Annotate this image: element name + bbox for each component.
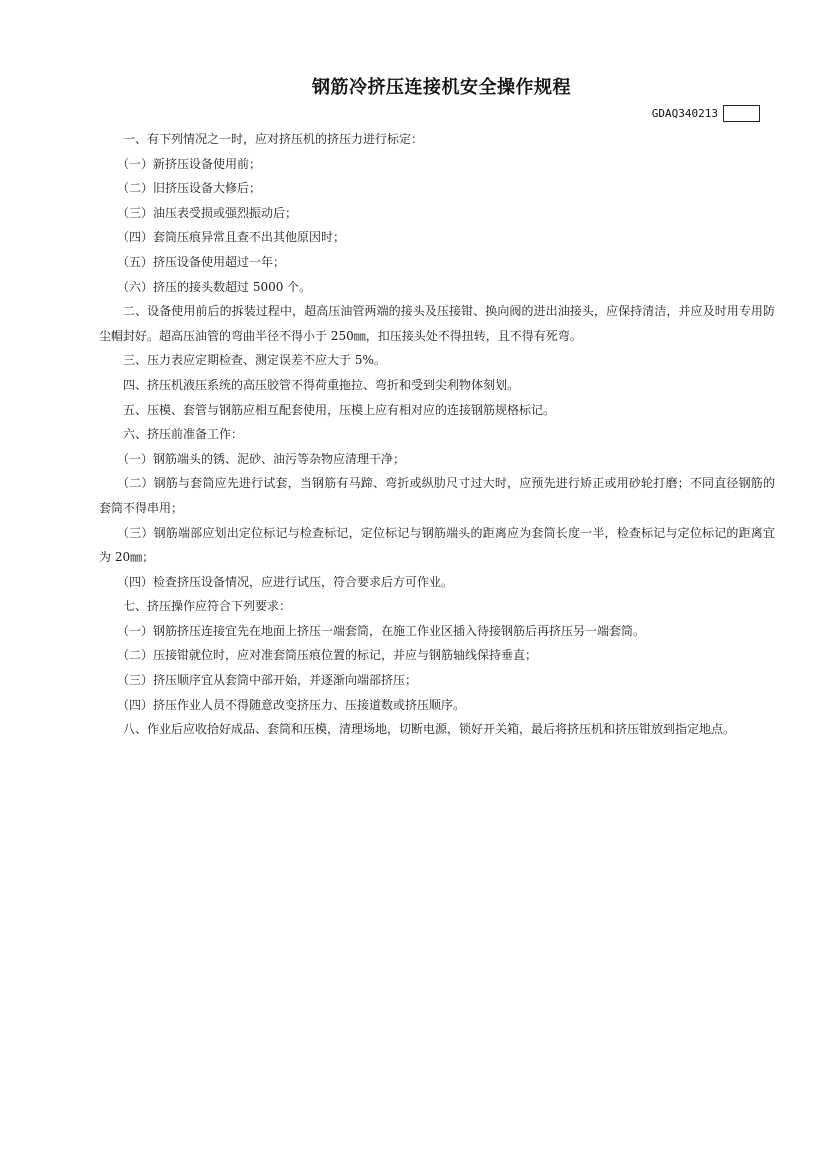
paragraph-1: 一、有下列情况之一时，应对挤压机的挤压力进行标定：: [123, 132, 424, 146]
paragraph-7-item-4: （四）挤压作业人员不得随意改变挤压力、压接道数或挤压顺序。: [117, 697, 466, 712]
paragraph-6: 六、挤压前准备工作：: [123, 427, 244, 442]
paragraph-7: 七、挤压操作应符合下列要求：: [123, 599, 292, 614]
paragraph-6-item-3: （三）钢筋端部应划出定位标记与检查标记，定位标记与钢筋端头的距离应为套筒长度一半，检查标记与定位标记的距离宜为 20㎜；: [99, 525, 775, 565]
paragraph-1-item-1: （一）新挤压设备使用前；: [117, 156, 262, 171]
paragraph-1-item-5: （五）挤压设备使用超过一年；: [117, 254, 286, 269]
paragraph-1-item-4: （四）套筒压痕异常且查不出其他原因时；: [117, 230, 346, 245]
paragraph-1-item-3: （三）油压表受损或强烈振动后；: [117, 205, 298, 220]
paragraph-1-item-6: （六）挤压的接头数超过 5000 个。: [117, 279, 312, 294]
paragraph-4: 四、挤压机液压系统的高压胶管不得荷重拖拉、弯折和受到尖利物体刻划。: [123, 377, 520, 392]
paragraph-7-item-2: （二）压接钳就位时，应对准套筒压痕位置的标记，并应与钢筋轴线保持垂直；: [117, 648, 538, 663]
paragraph-5: 五、压模、套管与钢筋应相互配套使用，压模上应有相对应的连接钢筋规格标记。: [123, 402, 556, 417]
paragraph-6-item-4: （四）检查挤压设备情况，应进行试压，符合要求后方可作业。: [117, 574, 454, 589]
paragraph-8: 八、作业后应收拾好成品、套筒和压模，清理场地，切断电源，锁好开关箱，最后将挤压机和挤压钳放到指定地点。: [123, 722, 736, 737]
regulation-body: [99, 127, 775, 742]
document-title: 钢筋冷挤压连接机安全操作规程: [312, 77, 571, 98]
paragraph-6-item-1: （一）钢筋端头的锈、泥砂、油污等杂物应清理干净；: [117, 451, 406, 466]
paragraph-6-item-2: （二）钢筋与套筒应先进行试套，当钢筋有马蹄、弯折或纵肋尺寸过大时，应预先进行矫正或用砂轮打磨；不同直径钢筋的套筒不得串用；: [99, 476, 775, 515]
code-box: [723, 105, 760, 122]
document-code-row: [600, 104, 760, 123]
paragraph-1-item-2: （二）旧挤压设备大修后；: [117, 181, 262, 196]
document-code: GDAQ340213: [651, 107, 718, 120]
paragraph-3: 三、压力表应定期检查、测定误差不应大于 5%。: [123, 353, 386, 368]
paragraph-7-item-3: （三）挤压顺序宜从套筒中部开始，并逐渐向端部挤压；: [117, 673, 418, 688]
paragraph-7-item-1: （一）钢筋挤压连接宜先在地面上挤压一端套筒，在施工作业区插入待接钢筋后再挤压另一端套筒。: [117, 623, 646, 638]
paragraph-2: 二、设备使用前后的拆装过程中，超高压油管两端的接头及压接钳、换向阀的进出油接头，应保持清洁，并应及时用专用防尘帽封好。超高压油管的弯曲半径不得小于 250㎜，扣压接头处不得扭转，且不得有死弯。: [99, 304, 775, 343]
